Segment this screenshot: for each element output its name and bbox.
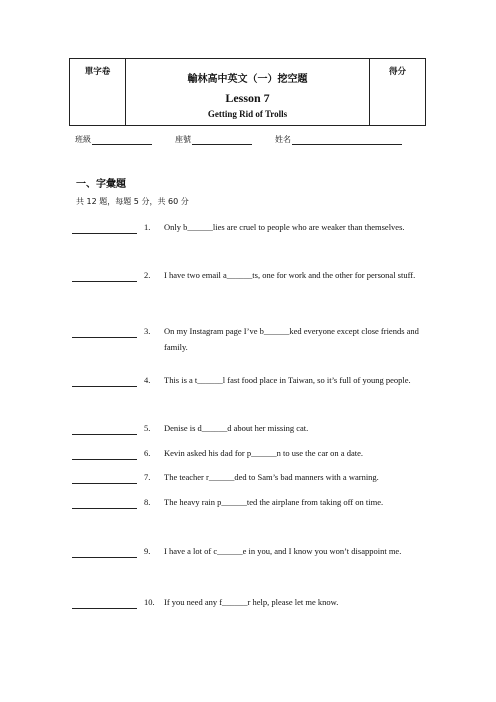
answer-blank[interactable] <box>72 233 137 234</box>
question-number: 3. <box>144 326 151 336</box>
lesson-title: Lesson 7 <box>225 91 270 105</box>
header-table <box>69 58 426 126</box>
seat-blank[interactable] <box>192 135 252 145</box>
student-info-row <box>75 134 415 148</box>
class-blank[interactable] <box>92 135 152 145</box>
answer-blank[interactable] <box>72 281 137 282</box>
score-label: 得分 <box>388 67 406 77</box>
class-label: 班級 <box>75 135 91 144</box>
question-number: 10. <box>144 597 155 607</box>
answer-blank[interactable] <box>72 483 137 484</box>
answer-blank[interactable] <box>72 386 137 387</box>
name-field[interactable] <box>275 134 402 145</box>
answer-blank[interactable] <box>72 459 137 460</box>
question-text: Only b______lies are cruel to people who are weaker than themselves. <box>164 222 405 232</box>
section-heading: 一、字彙題 <box>76 179 126 190</box>
answer-blank[interactable] <box>72 557 137 558</box>
question-text: This is a t______l fast food place in Taiwan, so it’s full of young people. <box>164 375 411 385</box>
scoring-info: 共 12 題，每題 5 分，共 60 分 <box>76 197 189 206</box>
question-text: Kevin asked his dad for p______n to use the car on a date. <box>164 448 363 458</box>
question-number: 9. <box>144 546 151 556</box>
question-text: I have two email a______ts, one for work and the other for personal stuff. <box>164 270 416 280</box>
question-number: 4. <box>144 375 151 385</box>
answer-blank[interactable] <box>72 508 137 509</box>
question-number: 5. <box>144 423 151 433</box>
exam-type-label: 單字卷 <box>84 67 111 77</box>
header-score-cell <box>370 59 425 125</box>
seat-field[interactable] <box>175 134 252 145</box>
question-text: I have a lot of c______e in you, and I know you won’t disappoint me. <box>164 546 402 556</box>
header-left-cell <box>70 59 126 125</box>
question-text: Denise is d______d about her missing cat. <box>164 423 309 433</box>
question-number: 2. <box>144 270 151 280</box>
document-title: 輸林高中英文（一）挖空題 <box>187 74 308 85</box>
question-number: 6. <box>144 448 151 458</box>
answer-blank[interactable] <box>72 434 137 435</box>
name-blank[interactable] <box>292 135 402 145</box>
question-text: On my Instagram page I’ve b______ked everyone except close friends and family. <box>164 326 419 352</box>
question-number: 7. <box>144 472 151 482</box>
lesson-subtitle: Getting Rid of Trolls <box>207 109 288 119</box>
question-number: 1. <box>144 222 151 232</box>
question-text: The teacher r______ded to Sam’s bad manners with a warning. <box>164 472 379 482</box>
name-label: 姓名 <box>275 135 291 144</box>
question-text: The heavy rain p______ted the airplane from taking off on time. <box>164 497 384 507</box>
header-title-cell <box>126 59 370 125</box>
question-number: 8. <box>144 497 151 507</box>
class-field[interactable] <box>75 134 152 145</box>
question-text: If you need any f______r help, please let me know. <box>164 597 339 607</box>
answer-blank[interactable] <box>72 608 137 609</box>
seat-label: 座號 <box>175 135 191 144</box>
answer-blank[interactable] <box>72 337 137 338</box>
